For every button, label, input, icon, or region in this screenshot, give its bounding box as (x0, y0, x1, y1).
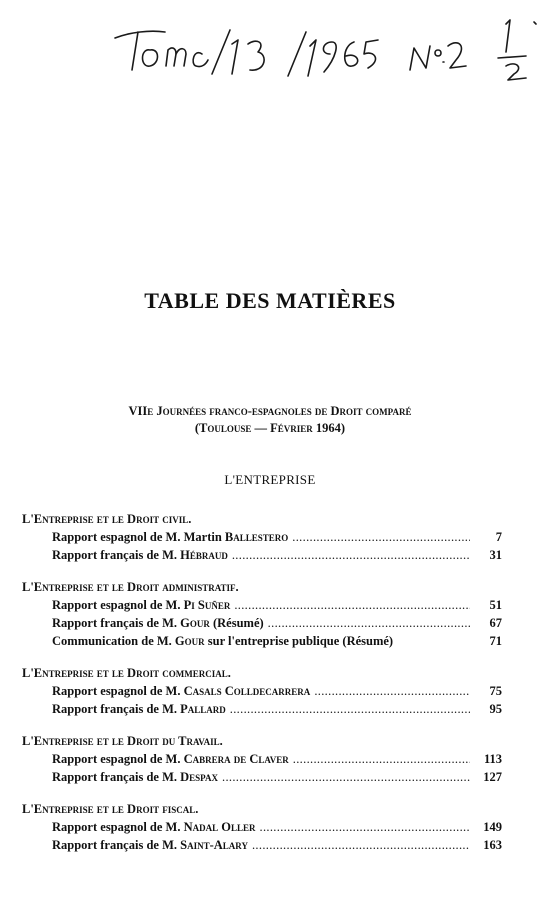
entry-label: Rapport français de M. Hébraud (52, 548, 228, 562)
toc-entry[interactable] (22, 750, 502, 768)
journees-subtitle: (Toulouse — Février 1964) (194, 421, 346, 435)
entry-label: Communication de M. Gour sur l'entreprise publique (Résumé) (52, 634, 394, 648)
toc-entry[interactable] (22, 596, 502, 614)
entry-label: Rapport français de M. Pallard (52, 702, 226, 716)
page-number: 67 (489, 616, 502, 630)
section-heading: L'ENTREPRISE (224, 472, 316, 487)
page-number: 149 (483, 820, 502, 834)
dot-leader (268, 614, 470, 632)
handwritten-annotation-drawing (110, 10, 540, 90)
author-name: Pi Suñer (183, 598, 231, 612)
toc-entry[interactable] (22, 682, 502, 700)
toc-group-droit-commercial (22, 664, 502, 718)
page-number: 71 (489, 634, 502, 648)
author-name: Cabrera de Claver (183, 752, 289, 766)
handwritten-annotation (110, 10, 540, 90)
dot-leader (222, 768, 470, 786)
toc-entry[interactable] (22, 700, 502, 718)
page-title: TABLE DES MATIÈRES (144, 288, 396, 313)
page-number: 113 (483, 752, 502, 766)
author-name: Hébraud (180, 548, 228, 562)
page-number: 163 (483, 838, 502, 852)
toc-group-title: L'Entreprise et le Droit administratif. (22, 580, 239, 594)
dot-leader (260, 818, 471, 836)
dot-leader (230, 700, 470, 718)
toc-entry[interactable] (22, 768, 502, 786)
page-number: 75 (489, 684, 502, 698)
author-name: Despax (180, 770, 218, 784)
toc-group-title: L'Entreprise et le Droit du Travail. (22, 734, 223, 748)
entry-label: Rapport espagnol de M. Casals Colldecarrera (52, 684, 311, 698)
toc-entry[interactable] (22, 546, 502, 564)
dot-leader (232, 546, 470, 564)
toc-group-title: L'Entreprise et le Droit fiscal. (22, 802, 199, 816)
toc-group-droit-fiscal (22, 800, 502, 854)
dot-leader (314, 682, 470, 700)
page-number: 7 (495, 530, 502, 544)
entry-label: Rapport français de M. Despax (52, 770, 218, 784)
author-name: Saint-Alary (180, 838, 248, 852)
toc-group-title: L'Entreprise et le Droit civil. (22, 512, 192, 526)
toc-group-title: L'Entreprise et le Droit commercial. (22, 666, 231, 680)
page-number: 95 (489, 702, 502, 716)
author-name: Casals Colldecarrera (183, 684, 311, 698)
journees-heading (0, 403, 540, 437)
entry-label: Rapport espagnol de M. Cabrera de Claver (52, 752, 289, 766)
toc-entry[interactable] (22, 614, 502, 632)
toc-entry[interactable] (22, 632, 502, 650)
entry-label: Rapport espagnol de M. Nadal Oller (52, 820, 256, 834)
entry-label: Rapport espagnol de M. Martin Ballestero (52, 530, 289, 544)
entry-label: Rapport français de M. Saint-Alary (52, 838, 248, 852)
journees-title: VIIe Journées franco-espagnoles de Droit comparé (128, 404, 412, 418)
toc-entry[interactable] (22, 836, 502, 854)
dot-leader (292, 528, 470, 546)
author-name: Nadal Oller (183, 820, 256, 834)
author-name: Pallard (180, 702, 226, 716)
toc-group-droit-civil (22, 510, 502, 564)
entry-label: Rapport espagnol de M. Pi Suñer (52, 598, 231, 612)
dot-leader (293, 750, 470, 768)
table-of-contents (22, 510, 502, 868)
author-name: Gour (180, 616, 210, 630)
toc-entry[interactable] (22, 818, 502, 836)
toc-group-droit-du-travail (22, 732, 502, 786)
toc-group-droit-administratif (22, 578, 502, 650)
author-name: Gour (174, 634, 205, 648)
page-number: 127 (483, 770, 502, 784)
page-number: 31 (489, 548, 502, 562)
dot-leader (252, 836, 470, 854)
toc-entry[interactable] (22, 528, 502, 546)
entry-label: Rapport français de M. Gour (Résumé) (52, 616, 264, 630)
page-number: 51 (489, 598, 502, 612)
dot-leader (234, 596, 470, 614)
author-name: Ballestero (224, 530, 289, 544)
